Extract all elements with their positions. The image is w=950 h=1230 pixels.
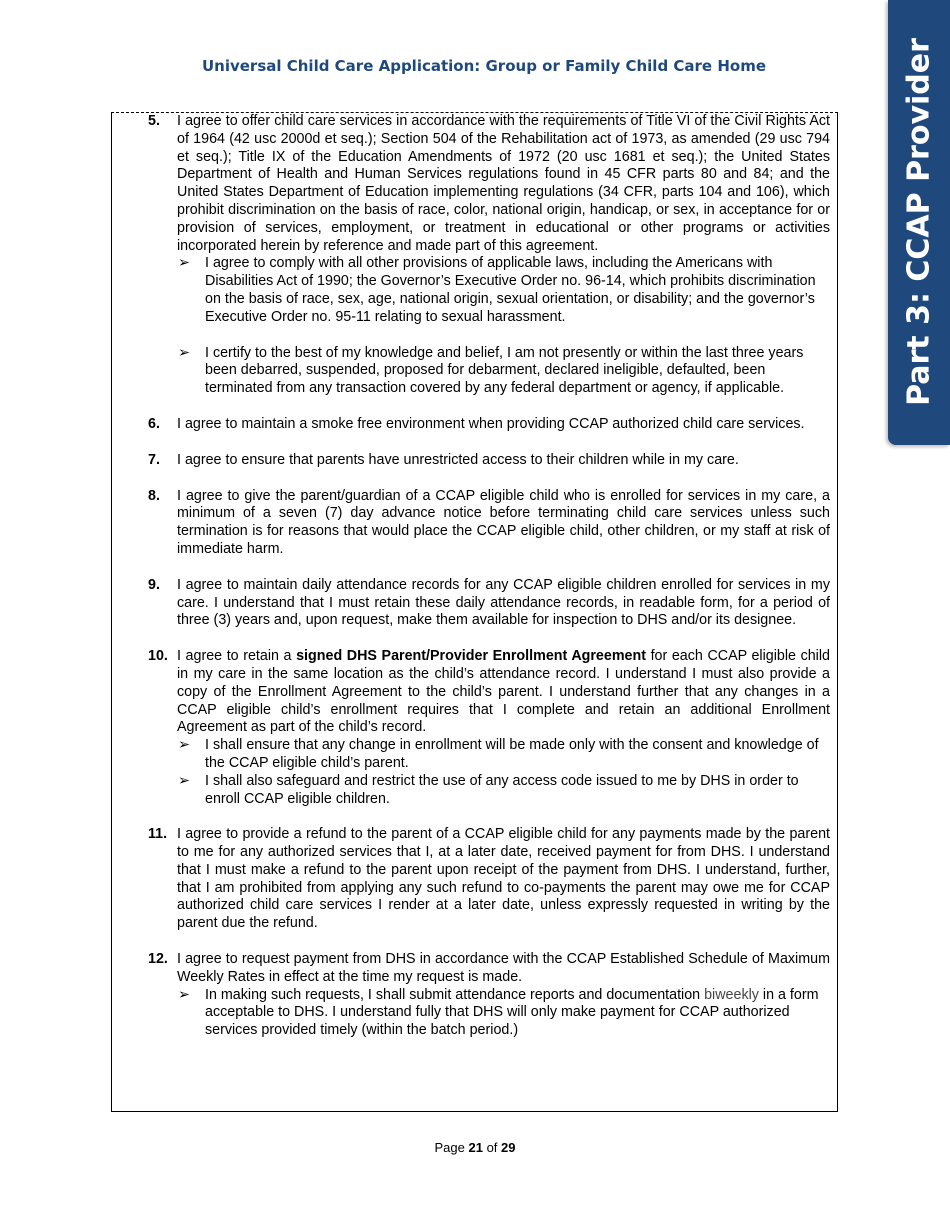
arrow-bullet-icon: ➢: [178, 772, 190, 789]
item-number: 6.: [148, 415, 160, 432]
item-text: I agree to request payment from DHS in accordance with the CCAP Established Schedule of Maximum Weekly Rates in effect at the time my request is made.: [177, 951, 830, 985]
sub-item-text: I shall ensure that any change in enrollment will be made only with the consent and knowledge of the CCAP eligible child’s parent.: [205, 737, 819, 771]
item-text: I agree to ensure that parents have unrestricted access to their children while in my care.: [177, 451, 739, 468]
page-prefix: Page: [434, 1140, 469, 1155]
page-separator: of: [482, 1140, 502, 1155]
agreement-item-12: [148, 951, 830, 1040]
item-number: 8.: [148, 487, 160, 504]
item-number: 5.: [148, 113, 160, 129]
page-title: Universal Child Care Application: Group or Family Child Care Home: [201, 57, 766, 75]
biweekly-term: biweekly: [704, 986, 759, 1003]
item-text-rest: for each CCAP eligible child in my care in the same location as the child’s attendance record. I understand I must also provide a copy of the Enrollment Agreement to the child’s parent. I understand further that any changes in a CCAP eligible child’s enrollment requires that I complete and retain an additional Enrollment Agreement as part of the child’s record.: [177, 648, 830, 736]
sub-item-text-lead: In making such requests, I shall submit attendance reports and documentation: [205, 986, 705, 1003]
item-number: 12.: [148, 951, 168, 968]
agreement-item-11: [148, 826, 830, 933]
arrow-bullet-icon: ➢: [178, 986, 190, 1003]
sub-item-text: I certify to the best of my knowledge and belief, I am not presently or within the last three years been debarred, suspended, proposed for debarment, declared ineligible, defaulted, been terminated from any transaction covered by any federal department or agency, if applicable.: [205, 344, 804, 397]
sub-list: [177, 737, 830, 808]
agreement-list: [148, 113, 830, 1040]
section-tab: [888, 0, 950, 445]
item-number: 7.: [148, 451, 160, 468]
agreement-item-6: [148, 416, 830, 434]
sub-list: [177, 987, 830, 1040]
sub-item: [177, 987, 830, 1040]
item-text: I agree to maintain daily attendance records for any CCAP eligible children enrolled for services in my care. I understand that I must retain these daily attendance records, in readable form, for a period of three (3) years and, upon request, make them available for inspection to DHS and/or its designee.: [177, 576, 830, 629]
total-pages: 29: [501, 1140, 516, 1155]
agreement-item-10: [148, 648, 830, 808]
item-number: 10.: [148, 648, 168, 665]
sub-item: [177, 773, 830, 809]
item-text: I agree to give the parent/guardian of a CCAP eligible child who is enrolled for services in my care, a minimum of a seven (7) day advance notice before terminating child care services unless such termination is for reasons that would place the CCAP eligible child, other children, or my staff at risk of immediate harm.: [177, 487, 830, 557]
current-page: 21: [468, 1140, 483, 1155]
sub-list: [177, 255, 830, 398]
agreement-item-9: [148, 577, 830, 630]
sub-item: [177, 345, 830, 398]
sub-item-text: I agree to comply with all other provisions of applicable laws, including the Americans with Disabilities Act of 1990; the Governor’s Executive Order no. 96-14, which prohibits discrimination on the basis of race, sex, age, national origin, sexual orientation, or disability; and the governor’s Executive Order no. 95-11 relating to sexual harassment.: [205, 255, 816, 325]
sub-item: [177, 255, 830, 326]
item-number: 9.: [148, 576, 160, 593]
item-text: I agree to maintain a smoke free environment when providing CCAP authorized child care services.: [177, 415, 805, 432]
section-tab-label: Part 3: CCAP Provider: [901, 38, 937, 406]
item-text: I agree to provide a refund to the parent of a CCAP eligible child for any payments made by the parent to me for any authorized services that I, at a later date, received payment for from DHS. I understand that I must make a refund to the parent upon receipt of the payment from DHS. I understand, further, that I am prohibited from applying any such refund to co-payments the parent may owe me for CCAP authorized child care services I render at a later date, unless expressly requested in writing by the parent due the refund.: [177, 826, 830, 932]
item-text-lead: I agree to retain a: [177, 648, 297, 665]
sub-item-text: [205, 987, 819, 1039]
sub-item-text-rest: in a form acceptable to DHS. I understand fully that DHS will only make payment for CCAP authorized services provided timely (within the batch period.): [205, 986, 819, 1039]
sub-item: [177, 737, 830, 773]
enrollment-agreement-emphasis: signed DHS Parent/Provider Enrollment Agreement: [296, 648, 646, 665]
arrow-bullet-icon: ➢: [178, 255, 190, 272]
agreement-item-8: [148, 488, 830, 559]
arrow-bullet-icon: ➢: [178, 344, 190, 361]
sub-item-text: I shall also safeguard and restrict the use of any access code issued to me by DHS in order to enroll CCAP eligible children.: [205, 772, 799, 807]
item-number: 11.: [148, 826, 168, 843]
item-text: [177, 648, 830, 737]
item-text: I agree to offer child care services in accordance with the requirements of Title VI of the Civil Rights Act of 1964 (42 usc 2000d et seq.); Section 504 of the Rehabilitation act of 1973, as amended (29 usc 794 et seq.); Title IX of the Education Amendments of 1972 (20 usc 1681 et seq.); the United States Department of Health and Human Services regulations found in 45 CFR parts 80 and 84; and the United States Department of Education implementing regulations (34 CFR, parts 104 and 106), which prohibit discrimination on the basis of race, color, national origin, handicap, or sex, in acceptance for or provision of services, employment, or treatment in educational or other programs or activities incorporated herein by reference and made part of this agreement.: [177, 113, 830, 254]
page-number: [0, 1140, 950, 1155]
arrow-bullet-icon: ➢: [178, 737, 190, 754]
agreement-item-7: [148, 452, 830, 470]
agreement-item-5: [148, 113, 830, 398]
